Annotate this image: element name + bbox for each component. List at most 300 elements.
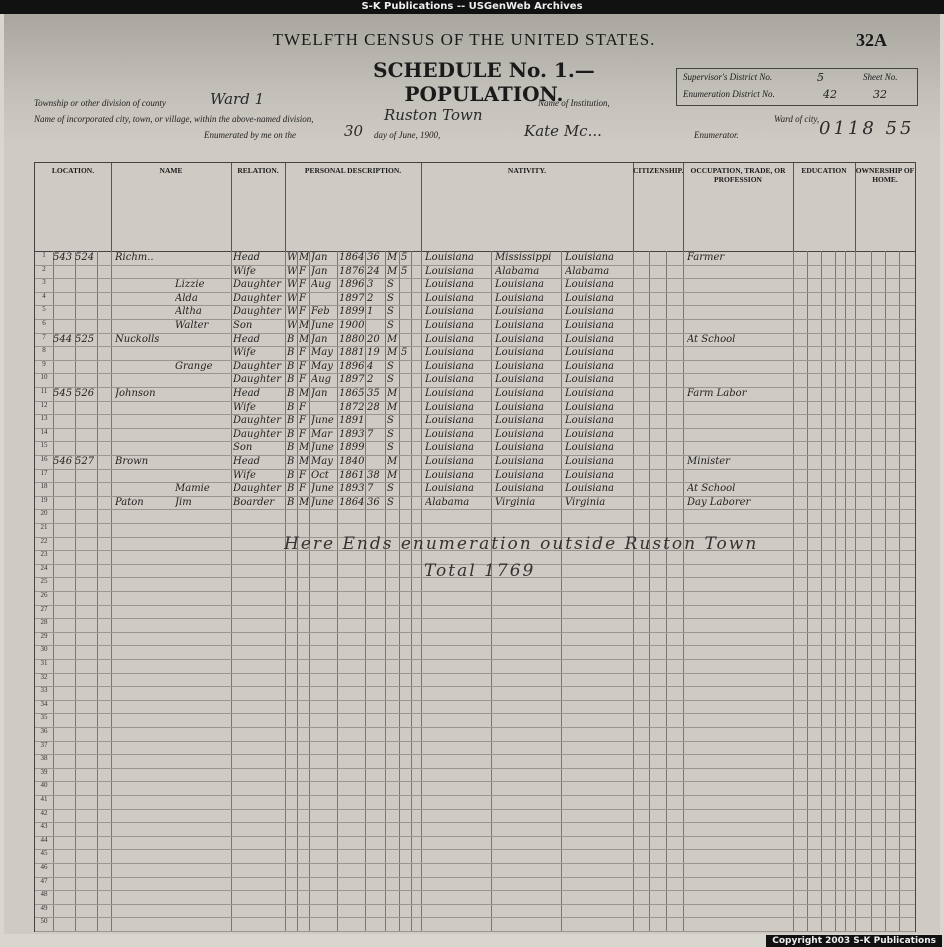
table-row: [35, 292, 915, 307]
cell-year: 1900: [339, 320, 365, 331]
cell-rel: Wife: [233, 265, 256, 277]
row-number: 15: [40, 441, 48, 450]
enumerated-label: Enumerated by me on the: [204, 130, 296, 140]
cell-y: 5: [401, 265, 408, 277]
cell-year: 1880: [339, 333, 365, 345]
cell-mar: M: [387, 469, 398, 481]
cell-age: 36: [367, 496, 380, 508]
cell-year: 1897: [339, 374, 365, 386]
table-row: [35, 346, 915, 361]
cell-mother: Louisiana: [565, 320, 614, 331]
row-number: 50: [40, 917, 48, 926]
cell-given: Grange: [175, 360, 213, 372]
cell-mar: M: [387, 333, 398, 345]
table-row: [35, 469, 915, 484]
row-number: 13: [40, 414, 48, 423]
cell-fam: 525: [75, 333, 95, 345]
cell-birth: Louisiana: [425, 415, 474, 427]
cell-birth: Louisiana: [425, 306, 474, 318]
row-number: 39: [40, 767, 48, 776]
cell-rel: Daughter: [233, 374, 281, 386]
table-row: [35, 659, 915, 674]
cell-sex: M: [299, 442, 309, 454]
cell-year: 1872: [339, 401, 365, 413]
table-row: [35, 741, 915, 756]
cell-age: 2: [367, 374, 374, 386]
cell-fam: 526: [75, 388, 95, 399]
cell-age: 38: [367, 469, 380, 481]
cell-father: Louisiana: [495, 469, 544, 481]
row-number: 49: [40, 903, 48, 912]
table-row: [35, 387, 915, 402]
table-row: [35, 265, 915, 280]
day-value: 30: [344, 122, 364, 140]
cell-sex: F: [299, 374, 306, 386]
cell-month: June: [311, 496, 334, 508]
cell-rel: Wife: [233, 469, 256, 481]
row-number: 9: [42, 359, 46, 368]
cell-sex: F: [299, 428, 306, 440]
row-number: 48: [40, 890, 48, 899]
cell-father: Louisiana: [495, 347, 544, 359]
cell-race: B: [287, 401, 295, 413]
cell-sex: M: [299, 333, 309, 345]
row-number: 5: [42, 305, 46, 314]
table-row: [35, 251, 915, 266]
cell-race: B: [287, 333, 295, 345]
total-note: Total 1769: [424, 561, 536, 581]
cell-rel: Daughter: [233, 306, 281, 318]
cell-race: B: [287, 469, 295, 481]
sheet-stamp: 32A: [856, 30, 887, 50]
cell-age: 20: [367, 333, 380, 345]
cell-mother: Louisiana: [565, 374, 614, 386]
table-row: [35, 482, 915, 497]
cell-birth: Louisiana: [425, 320, 474, 331]
cell-father: Virginia: [495, 496, 536, 508]
cell-mar: S: [387, 442, 394, 454]
row-number: 32: [40, 672, 48, 681]
cell-sex: F: [299, 292, 306, 304]
cell-race: W: [287, 292, 297, 304]
cell-surname: Johnson: [115, 388, 156, 399]
ownership-header: OWNERSHIP OF HOME.: [855, 166, 915, 184]
row-number: 43: [40, 822, 48, 831]
cell-given: Mamie: [175, 483, 210, 495]
cell-rel: Head: [233, 252, 261, 263]
cell-mother: Virginia: [565, 496, 606, 508]
cell-occ: At School: [687, 483, 736, 495]
cell-rel: Head: [233, 388, 261, 399]
occupation-header: OCCUPATION, TRADE, OR PROFESSION: [683, 163, 794, 251]
table-row: [35, 673, 915, 688]
cell-rel: Son: [233, 320, 253, 331]
cell-father: Alabama: [495, 265, 540, 277]
row-number: 25: [40, 577, 48, 586]
cell-father: Louisiana: [495, 415, 544, 427]
table-row: [35, 809, 915, 824]
row-number: 40: [40, 781, 48, 790]
table-row: [35, 278, 915, 293]
cell-father: Louisiana: [495, 374, 544, 386]
cell-race: B: [287, 374, 295, 386]
table-row: [35, 401, 915, 416]
row-number: 7: [42, 332, 46, 341]
table-row: [35, 686, 915, 701]
row-number: 20: [40, 509, 48, 518]
row-number: 24: [40, 563, 48, 572]
cell-year: 1881: [339, 347, 365, 359]
cell-birth: Louisiana: [425, 388, 474, 399]
cell-sex: F: [299, 265, 306, 277]
cell-year: 1899: [339, 442, 365, 454]
cell-sex: M: [299, 252, 309, 263]
cell-birth: Louisiana: [425, 333, 474, 345]
enumerator-label: Enumerator.: [694, 130, 739, 140]
cell-mother: Alabama: [565, 265, 610, 277]
row-number: 18: [40, 482, 48, 491]
cell-surname: Nuckolls: [115, 333, 160, 345]
supervisor-district: Supervisor's District No. 5 Sheet No.: [683, 71, 898, 84]
row-number: 29: [40, 631, 48, 640]
citizenship-header: CITIZENSHIP.: [633, 163, 684, 251]
cell-rel: Wife: [233, 347, 256, 359]
table-row: [35, 700, 915, 715]
cell-year: 1861: [339, 469, 365, 481]
cell-y: 5: [401, 252, 408, 263]
cell-age: 3: [367, 279, 374, 291]
row-number: 22: [40, 536, 48, 545]
cell-mar: S: [387, 320, 394, 331]
cell-surname: Brown: [115, 456, 149, 467]
cell-sex: M: [299, 456, 309, 467]
cell-surname: Richm..: [115, 252, 154, 263]
cell-mar: S: [387, 279, 394, 291]
cell-rel: Daughter: [233, 279, 281, 291]
table-row: [35, 645, 915, 660]
cell-mar: S: [387, 415, 394, 427]
cell-rel: Daughter: [233, 483, 281, 495]
cell-mar: M: [387, 347, 398, 359]
row-number: 42: [40, 808, 48, 817]
row-number: 16: [40, 455, 48, 463]
cell-father: Louisiana: [495, 333, 544, 345]
row-number: 46: [40, 863, 48, 871]
cell-sex: F: [299, 483, 306, 495]
cell-mar: S: [387, 306, 394, 318]
cell-birth: Louisiana: [425, 428, 474, 440]
cell-mar: M: [387, 456, 398, 467]
table-row: [35, 836, 915, 851]
cell-mother: Louisiana: [565, 401, 614, 413]
cell-birth: Louisiana: [425, 469, 474, 481]
row-number: 17: [40, 468, 48, 477]
cell-mother: Louisiana: [565, 483, 614, 495]
cell-rel: Daughter: [233, 428, 281, 440]
cell-occ: Farmer: [687, 252, 725, 263]
cell-sex: F: [299, 469, 306, 481]
row-number: 11: [40, 387, 48, 395]
cell-birth: Louisiana: [425, 442, 474, 454]
cell-race: W: [287, 320, 297, 331]
city-value: Ruston Town: [384, 106, 483, 124]
table-row: [35, 591, 915, 606]
cell-race: B: [287, 415, 295, 427]
cell-year: 1865: [339, 388, 365, 399]
location-header: LOCATION.: [35, 163, 112, 251]
table-row: [35, 754, 915, 769]
cell-rel: Head: [233, 456, 261, 467]
enumeration-district: Enumeration District No. 42 32: [683, 88, 887, 101]
cell-occ: Minister: [687, 456, 730, 467]
table-row: [35, 727, 915, 742]
cell-mar: M: [387, 388, 398, 399]
cell-sex: F: [299, 401, 306, 413]
cell-rel: Daughter: [233, 415, 281, 427]
cell-rel: Boarder: [233, 496, 275, 508]
cell-mother: Louisiana: [565, 292, 614, 304]
cell-age: 36: [367, 252, 380, 263]
table-row: [35, 822, 915, 837]
cell-age: 19: [367, 347, 380, 359]
cell-month: June: [311, 483, 334, 495]
cell-given: Alda: [175, 292, 198, 304]
cell-mother: Louisiana: [565, 442, 614, 454]
row-number: 37: [40, 740, 48, 749]
cell-father: Louisiana: [495, 292, 544, 304]
cell-mother: Louisiana: [565, 252, 614, 263]
cell-birth: Louisiana: [425, 456, 474, 467]
cell-race: B: [287, 347, 295, 359]
cell-sex: F: [299, 279, 306, 291]
cell-father: Mississippi: [495, 252, 552, 263]
cell-year: 1893: [339, 428, 365, 440]
cell-month: Jan: [311, 388, 328, 399]
cell-fam: 527: [75, 456, 95, 467]
cell-father: Louisiana: [495, 306, 544, 318]
cell-month: Jan: [311, 265, 328, 277]
cell-age: 35: [367, 388, 380, 399]
cell-house: 546: [53, 456, 73, 467]
cell-father: Louisiana: [495, 388, 544, 399]
row-number: 31: [40, 659, 48, 667]
cell-occ: At School: [687, 333, 736, 345]
cell-race: W: [287, 265, 297, 277]
cell-month: June: [311, 415, 334, 427]
cell-race: W: [287, 252, 297, 263]
cell-birth: Louisiana: [425, 360, 474, 372]
township-label: Township or other division of county: [34, 98, 166, 108]
cell-mar: S: [387, 428, 394, 440]
cell-father: Louisiana: [495, 360, 544, 372]
row-number: 33: [40, 686, 48, 695]
cell-race: B: [287, 360, 295, 372]
cell-month: June: [311, 442, 334, 454]
cell-mother: Louisiana: [565, 456, 614, 467]
cell-race: B: [287, 456, 295, 467]
table-row: [35, 781, 915, 796]
name-header: NAME: [111, 163, 232, 251]
row-number: 4: [42, 291, 46, 300]
row-number: 38: [40, 754, 48, 763]
census-title: TWELFTH CENSUS OF THE UNITED STATES.: [272, 30, 656, 49]
nativity-header: NATIVITY.: [421, 163, 634, 251]
cell-house: 545: [53, 388, 73, 399]
table-row: [35, 795, 915, 810]
cell-month: Jan: [311, 252, 328, 263]
cell-month: Aug: [311, 374, 332, 386]
cell-fam: 524: [75, 252, 95, 263]
table-row: [35, 414, 915, 429]
cell-race: W: [287, 306, 297, 318]
institution-label: Name of Institution,: [538, 98, 610, 108]
cell-age: 4: [367, 360, 374, 372]
table-row: [35, 877, 915, 892]
cell-birth: Alabama: [425, 496, 470, 508]
education-header: EDUCATION: [793, 163, 856, 251]
cell-given: Walter: [175, 320, 209, 331]
cell-race: B: [287, 496, 295, 508]
end-note: Here Ends enumeration outside Ruston Town: [284, 534, 759, 554]
table-row: [35, 890, 915, 905]
cell-month: June: [311, 320, 334, 331]
cell-age: 28: [367, 401, 380, 413]
cell-given: Altha: [175, 306, 202, 318]
row-number: 30: [40, 645, 48, 654]
cell-rel: Daughter: [233, 360, 281, 372]
cell-birth: Louisiana: [425, 401, 474, 413]
row-number: 8: [42, 346, 46, 355]
cell-age: 24: [367, 265, 380, 277]
cell-month: Mar: [311, 428, 332, 440]
cell-age: 7: [367, 428, 374, 440]
cell-father: Louisiana: [495, 428, 544, 440]
cell-mother: Louisiana: [565, 333, 614, 345]
cell-birth: Louisiana: [425, 374, 474, 386]
cell-year: 1897: [339, 292, 365, 304]
table-row: [35, 632, 915, 647]
table-row: [35, 917, 915, 932]
table-row: [35, 496, 915, 511]
table-row: [35, 768, 915, 783]
cell-sex: F: [299, 306, 306, 318]
cell-month: Oct: [311, 469, 329, 481]
table-row: [35, 455, 915, 470]
row-number: 19: [40, 495, 48, 504]
table-row: [35, 509, 915, 524]
cell-mother: Louisiana: [565, 428, 614, 440]
table-row: [35, 319, 915, 334]
cell-mother: Louisiana: [565, 388, 614, 399]
cell-rel: Daughter: [233, 292, 281, 304]
cell-year: 1864: [339, 496, 365, 508]
cell-birth: Louisiana: [425, 347, 474, 359]
cell-race: B: [287, 442, 295, 454]
cell-mother: Louisiana: [565, 306, 614, 318]
row-number: 26: [40, 591, 48, 599]
row-number: 36: [40, 727, 48, 735]
table-row: [35, 618, 915, 633]
enumerator-value: Kate Mc...: [524, 122, 602, 140]
table-row: [35, 441, 915, 456]
row-number: 23: [40, 550, 48, 559]
cell-mar: S: [387, 374, 394, 386]
row-number: 6: [42, 319, 46, 327]
cell-father: Louisiana: [495, 483, 544, 495]
cell-rel: Head: [233, 333, 261, 345]
cell-mar: S: [387, 496, 394, 508]
district-box: [676, 68, 918, 106]
cell-mother: Louisiana: [565, 415, 614, 427]
cell-mother: Louisiana: [565, 279, 614, 291]
cell-birth: Louisiana: [425, 483, 474, 495]
cell-sex: F: [299, 347, 306, 359]
row-number: 34: [40, 699, 48, 708]
cell-rel: Son: [233, 442, 253, 454]
cell-birth: Louisiana: [425, 292, 474, 304]
row-number: 1: [42, 251, 46, 259]
cell-sex: F: [299, 360, 306, 372]
cell-father: Louisiana: [495, 320, 544, 331]
month-label: day of June, 1900,: [374, 130, 441, 140]
cell-mar: S: [387, 483, 394, 495]
cell-mother: Louisiana: [565, 347, 614, 359]
row-number: 45: [40, 849, 48, 858]
cell-year: 1893: [339, 483, 365, 495]
cell-mar: S: [387, 360, 394, 372]
row-number: 44: [40, 835, 48, 844]
cell-house: 544: [53, 333, 73, 345]
cell-sex: F: [299, 415, 306, 427]
cell-house: 543: [53, 252, 73, 263]
table-row: [35, 428, 915, 443]
cell-y: 5: [401, 347, 408, 359]
row-number: 12: [40, 400, 48, 409]
cell-month: May: [311, 456, 333, 467]
cell-father: Louisiana: [495, 456, 544, 467]
table-row: [35, 863, 915, 878]
cell-sex: M: [299, 388, 309, 399]
cell-year: 1896: [339, 360, 365, 372]
cell-race: W: [287, 279, 297, 291]
cell-mother: Louisiana: [565, 360, 614, 372]
relation-header: RELATION.: [231, 163, 286, 251]
cell-mar: M: [387, 252, 398, 263]
cell-father: Louisiana: [495, 442, 544, 454]
township-value: Ward 1: [210, 90, 265, 108]
cell-age: 2: [367, 292, 374, 304]
cell-race: B: [287, 388, 295, 399]
table-row: [35, 904, 915, 919]
archive-banner: S-K Publications -- USGenWeb Archives: [0, 0, 944, 14]
row-number: 10: [40, 373, 48, 382]
cell-month: May: [311, 347, 333, 359]
ward-label: Ward of city,: [774, 114, 820, 124]
cell-year: 1864: [339, 252, 365, 263]
cell-rel: Wife: [233, 401, 256, 413]
table-row: [35, 360, 915, 375]
row-number: 41: [40, 795, 48, 803]
cell-month: Aug: [311, 279, 332, 291]
table-row: [35, 305, 915, 320]
cell-year: 1840: [339, 456, 365, 467]
cell-mar: M: [387, 401, 398, 413]
cell-month: Jan: [311, 333, 328, 345]
row-number: 3: [42, 278, 46, 287]
cell-age: 7: [367, 483, 374, 495]
cell-race: B: [287, 428, 295, 440]
cell-month: May: [311, 360, 333, 372]
